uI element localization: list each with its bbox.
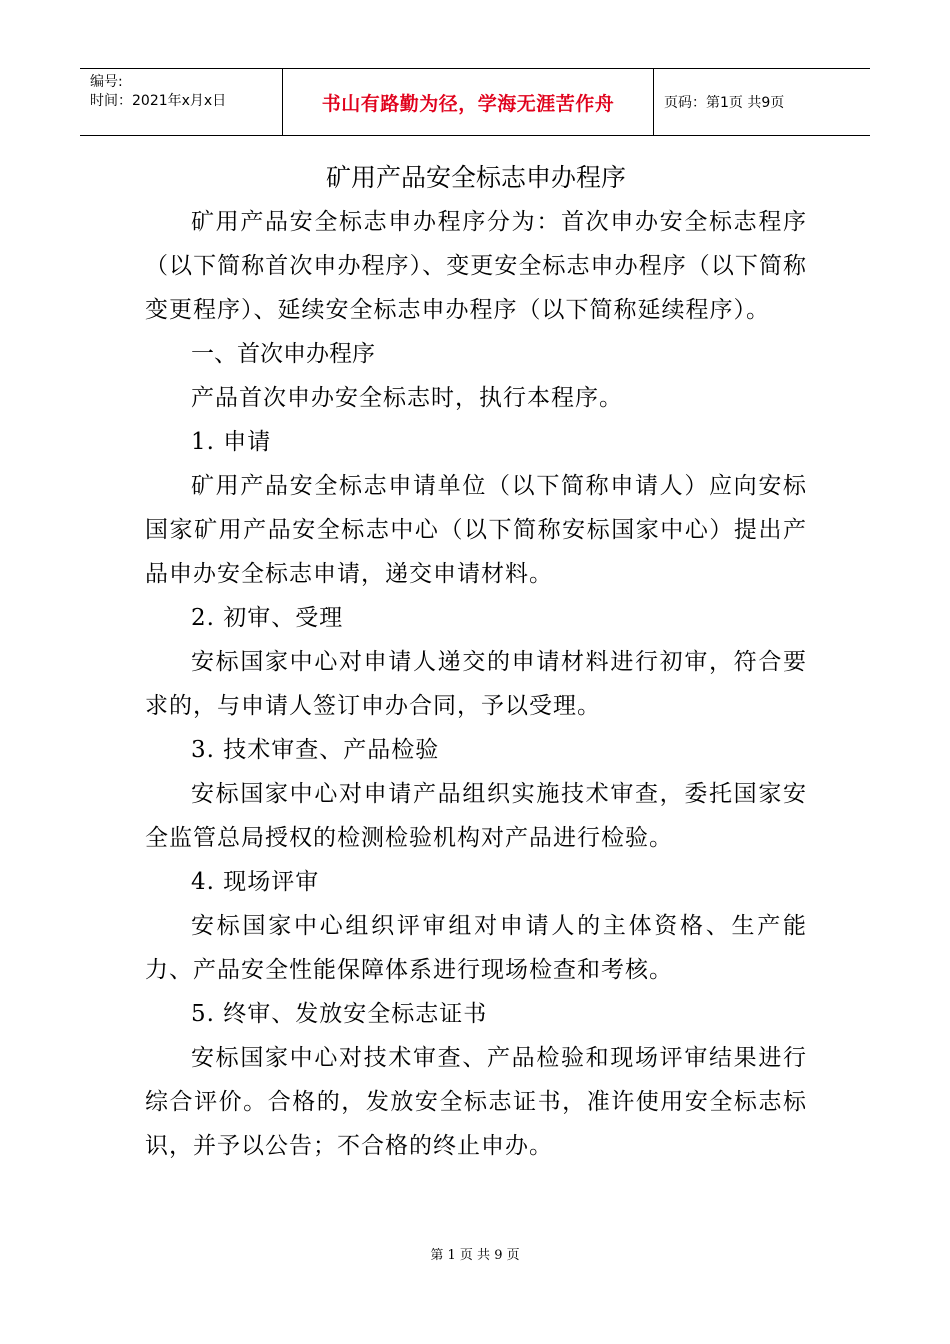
step-heading: 5. 终审、发放安全标志证书 — [191, 1001, 488, 1027]
body-paragraph: 安标国家中心对申请产品组织实施技术审查，委托国家安全监管总局授权的检测检验机构对产品进行检验。 — [145, 781, 807, 851]
body-paragraph: 安标国家中心组织评审组对申请人的主体资格、生产能力、产品安全性能保障体系进行现场检查和考核。 — [145, 913, 807, 983]
step-heading: 3. 技术审查、产品检验 — [191, 737, 440, 763]
intro-paragraph: 矿用产品安全标志申办程序分为：首次申办安全标志程序（以下简称首次申办程序）、变更安全标志申办程序（以下简称变更程序）、延续安全标志申办程序（以下简称延续程序）。 — [145, 209, 807, 323]
header-left-cell — [80, 69, 282, 135]
page-footer: 第 1 页 共 9 页 — [430, 1248, 520, 1263]
document-number-label: 编号: — [90, 74, 123, 90]
section-heading: 一、首次申办程序 — [191, 341, 375, 367]
step-heading: 2. 初审、受理 — [191, 605, 344, 631]
header-motto: 书山有路勤为径，学海无涯苦作舟 — [321, 92, 615, 115]
header-page-info: 页码：第1页 共9页 — [664, 95, 785, 111]
body-paragraph: 安标国家中心对申请人递交的申请材料进行初审，符合要求的，与申请人签订申办合同，予以受理。 — [145, 649, 807, 719]
document-body — [145, 156, 807, 1168]
document-title: 矿用产品安全标志申办程序 — [325, 163, 626, 192]
body-paragraph: 安标国家中心对技术审查、产品检验和现场评审结果进行综合评价。合格的，发放安全标志证书，准许使用安全标志标识，并予以公告；不合格的终止申办。 — [145, 1045, 807, 1159]
step-heading: 1. 申请 — [191, 429, 272, 455]
page-header — [80, 68, 870, 136]
header-motto-cell — [282, 69, 654, 135]
document-time-label: 时间：2021年x月x日 — [90, 93, 227, 109]
body-paragraph: 产品首次申办安全标志时，执行本程序。 — [191, 385, 623, 411]
body-paragraph: 矿用产品安全标志申请单位（以下简称申请人）应向安标国家矿用产品安全标志中心（以下简称安标国家中心）提出产品申办安全标志申请，递交申请材料。 — [145, 473, 807, 587]
step-heading: 4. 现场评审 — [191, 869, 320, 895]
